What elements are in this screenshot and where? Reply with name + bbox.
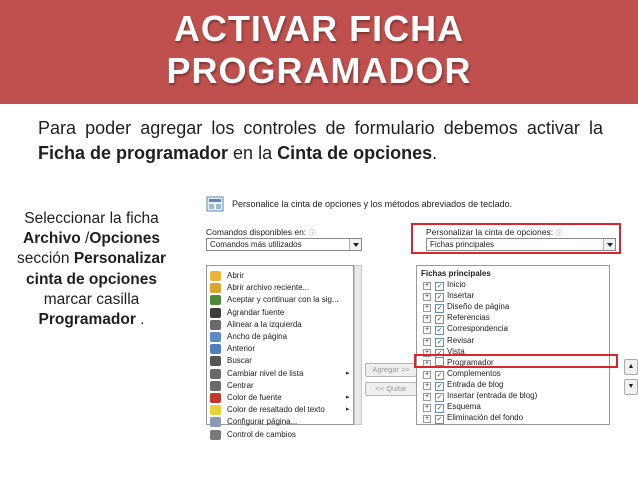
tree-item-label: Programador — [447, 357, 494, 367]
customize-ribbon-icon — [206, 195, 224, 213]
expand-icon[interactable]: + — [424, 304, 430, 312]
tab-checkbox[interactable]: ✓ — [436, 349, 443, 357]
tree-header: Fichas principales — [421, 269, 491, 278]
list-item-label: Agrandar fuente — [227, 307, 285, 317]
options-dialog-screenshot — [192, 183, 638, 439]
expand-icon[interactable]: + — [424, 393, 430, 400]
list-item-label: Alinear a la izquierda — [227, 319, 302, 329]
tree-item[interactable] — [423, 401, 481, 412]
tree-item[interactable] — [423, 323, 508, 334]
tree-item-label: Insertar — [447, 291, 475, 301]
list-item-label: Configurar página... — [227, 417, 298, 427]
expand-icon[interactable]: + — [424, 381, 430, 389]
ribbon-tabs-tree[interactable] — [416, 265, 610, 425]
expand-icon[interactable]: + — [424, 282, 430, 289]
tree-item[interactable] — [423, 390, 537, 401]
commands-available-label: Comandos disponibles en: ⓘ — [206, 227, 316, 237]
tab-checkbox[interactable]: ✓ — [436, 405, 443, 413]
font-color-icon — [210, 393, 221, 403]
slide-title-line1: ACTIVAR FICHA — [173, 8, 465, 49]
expand-icon[interactable]: + — [424, 348, 430, 356]
tab-checkbox[interactable]: ✓ — [436, 371, 443, 379]
tree-item-label: Esquema — [447, 402, 481, 412]
tree-item-label: Referencias — [447, 313, 490, 323]
list-item-label: Cambiar nivel de lista — [227, 368, 304, 378]
track-changes-icon — [210, 430, 221, 440]
tree-item[interactable] — [423, 379, 504, 390]
instruction-text: Seleccionar la ficha Archivo /Opciones sección Personalizar cinta de opciones marcar casilla Programador . — [16, 210, 167, 329]
list-item[interactable] — [210, 355, 350, 367]
info-icon: ⓘ — [555, 230, 563, 237]
tree-item[interactable] — [423, 312, 490, 323]
list-item-label: Color de resaltado del texto — [227, 405, 325, 415]
tab-checkbox[interactable]: ✓ — [436, 294, 443, 302]
list-item[interactable] — [210, 331, 350, 343]
tree-item-label: Insertar (entrada de blog) — [447, 391, 538, 400]
tab-checkbox[interactable]: ✓ — [436, 316, 443, 324]
tree-item-label: Entrada de blog — [447, 379, 504, 389]
tab-checkbox[interactable]: ✓ — [436, 283, 443, 290]
highlight-box-programador — [414, 354, 618, 368]
highlight-box-customize — [411, 223, 621, 254]
list-item[interactable] — [210, 319, 350, 331]
highlight-icon — [210, 405, 221, 415]
expand-icon[interactable]: + — [424, 337, 430, 345]
list-item[interactable] — [210, 416, 350, 428]
list-item[interactable] — [210, 404, 350, 416]
list-item-label: Aceptar y continuar con la sig... — [227, 295, 339, 305]
tab-checkbox[interactable]: ✓ — [436, 305, 443, 313]
binoculars-icon — [210, 356, 221, 366]
info-icon: ⓘ — [308, 230, 316, 237]
list-item[interactable] — [210, 307, 350, 319]
folder-recent-icon — [210, 283, 221, 293]
tree-item-label: Vista — [447, 346, 465, 356]
grow-font-icon — [210, 308, 221, 318]
add-button[interactable]: Agregar >> — [365, 363, 417, 377]
chevron-down-icon[interactable] — [349, 239, 361, 250]
folder-icon — [210, 271, 221, 281]
tab-checkbox[interactable]: ✓ — [436, 416, 443, 424]
customize-ribbon-value: Fichas principales — [430, 240, 495, 249]
list-item-label: Control de cambios — [227, 429, 296, 439]
list-item-label: Abrir archivo reciente... — [227, 283, 310, 293]
remove-button[interactable]: << Quitar — [365, 382, 417, 396]
customize-ribbon-label: Personalizar la cinta de opciones: ⓘ — [426, 227, 563, 237]
list-item[interactable] — [210, 282, 350, 294]
expand-icon[interactable]: + — [424, 293, 430, 301]
tab-checkbox[interactable]: ✓ — [436, 327, 443, 335]
list-item-label: Buscar — [227, 356, 252, 366]
tree-item-label: Revisar — [447, 335, 475, 345]
list-item-label: Anterior — [227, 344, 256, 354]
list-item[interactable] — [210, 368, 350, 380]
tree-item-label: Inicio — [447, 280, 466, 289]
list-item-label: Abrir — [227, 271, 244, 280]
accept-icon — [210, 295, 221, 305]
expand-icon[interactable]: + — [424, 359, 430, 367]
expand-icon[interactable]: + — [424, 404, 430, 412]
list-item[interactable] — [210, 270, 350, 282]
tree-item[interactable] — [423, 290, 474, 301]
list-item[interactable] — [210, 429, 350, 441]
list-item[interactable] — [210, 380, 350, 392]
commands-available-value: Comandos más utilizados — [210, 240, 302, 249]
align-center-icon — [210, 381, 221, 391]
intro-paragraph: Para poder agregar los controles de formulario debemos activar la Ficha de programador en la Cinta de opciones. — [38, 118, 603, 163]
list-item[interactable] — [210, 392, 350, 404]
list-item[interactable] — [210, 294, 350, 306]
expand-icon[interactable]: + — [424, 370, 430, 378]
commands-list[interactable] — [206, 265, 354, 439]
tab-checkbox[interactable]: ✓ — [436, 338, 443, 346]
move-down-button[interactable]: ▼ — [624, 379, 638, 395]
list-level-icon — [210, 369, 221, 379]
tree-item-label: Complementos — [447, 368, 501, 378]
commands-available-select[interactable] — [206, 238, 362, 251]
align-left-icon — [210, 320, 221, 330]
tree-item[interactable] — [423, 335, 474, 346]
expand-icon[interactable]: + — [424, 415, 430, 423]
page-width-icon — [210, 332, 221, 342]
submenu-arrow-icon: ▸ — [346, 406, 350, 414]
previous-icon — [210, 344, 221, 354]
tree-item-label: Diseño de página — [447, 302, 510, 312]
tree-item-label: Correspondencia — [447, 324, 508, 334]
list-item-label: Centrar — [227, 380, 254, 390]
page-setup-icon — [210, 417, 221, 427]
tree-item-label: Eliminación del fondo — [447, 413, 524, 423]
move-up-button[interactable]: ▲ — [624, 359, 638, 375]
expand-icon[interactable]: + — [424, 326, 430, 334]
tree-item[interactable] — [423, 368, 501, 379]
submenu-arrow-icon: ▸ — [346, 369, 350, 377]
list-item[interactable] — [210, 343, 350, 355]
list-item-label: Color de fuente — [227, 393, 282, 402]
tree-item[interactable] — [423, 412, 523, 423]
tree-item[interactable] — [423, 301, 509, 312]
slide-title-line2: PROGRAMADOR — [166, 50, 472, 91]
dialog-heading: Personalice la cinta de opciones y los métodos abreviados de teclado. — [232, 199, 513, 209]
list-item-label: Ancho de página — [227, 332, 288, 341]
tree-item[interactable] — [423, 279, 466, 290]
expand-icon[interactable]: + — [424, 315, 430, 323]
commands-scrollbar[interactable] — [354, 265, 362, 425]
tab-checkbox[interactable]: ✓ — [436, 382, 443, 390]
tab-checkbox[interactable]: ✓ — [436, 394, 443, 401]
submenu-arrow-icon: ▸ — [346, 394, 350, 401]
